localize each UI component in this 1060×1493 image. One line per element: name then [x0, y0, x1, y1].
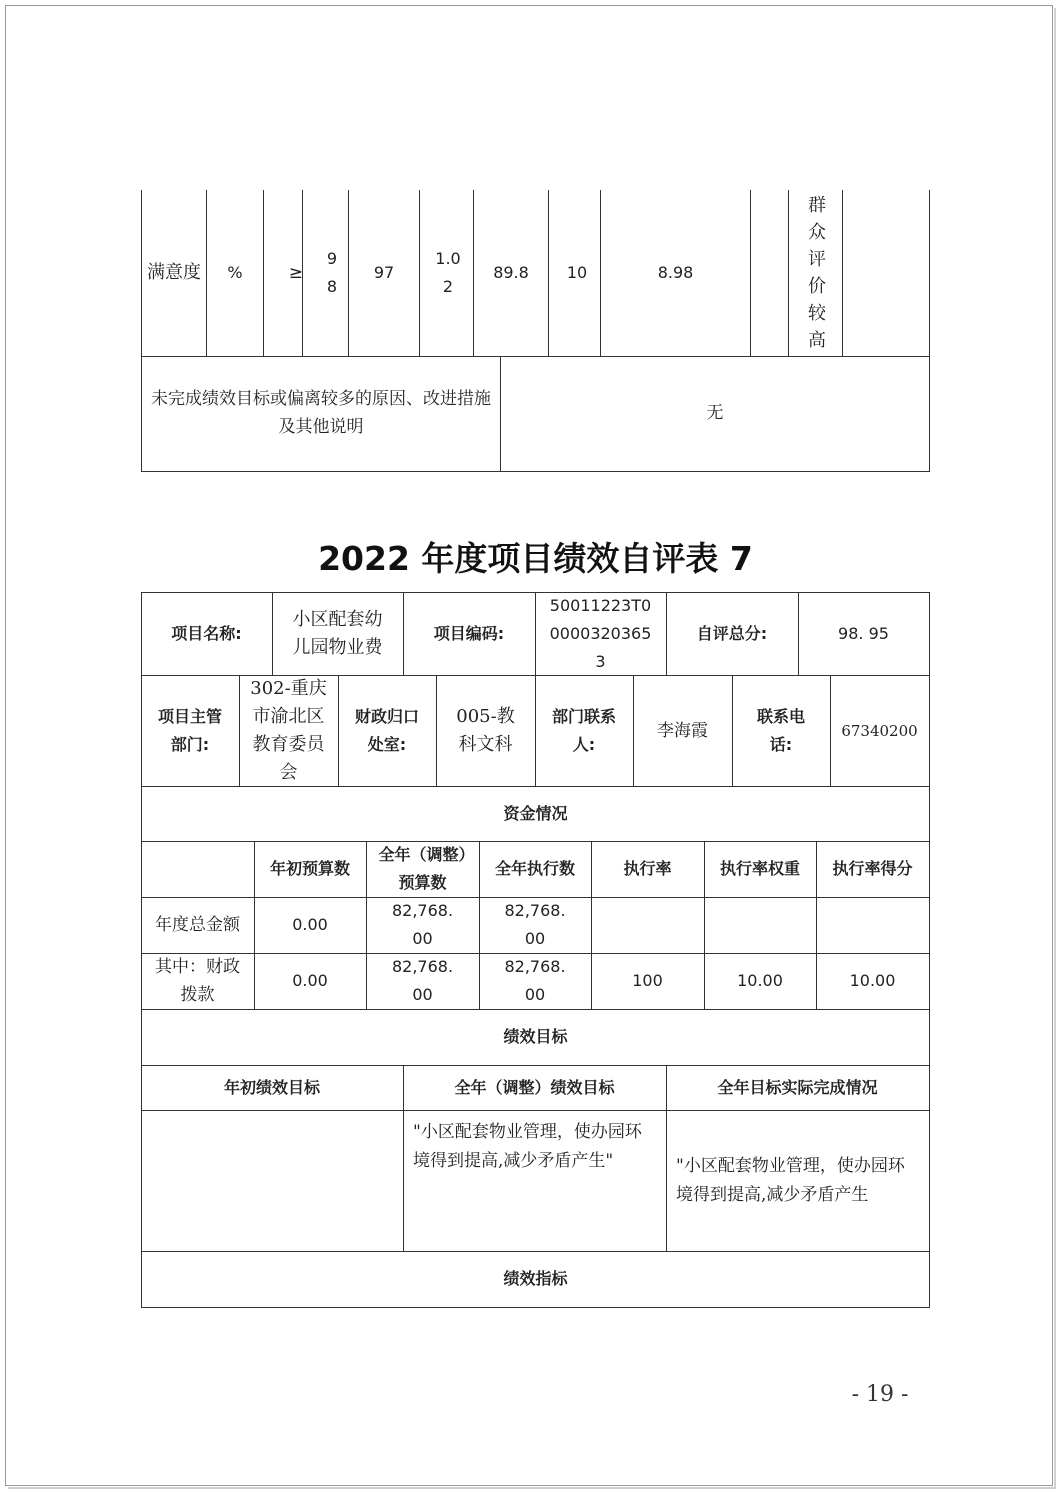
goals-header-initial: 年初绩效目标 [223, 1077, 320, 1097]
funds-header: 年初预算数 [269, 859, 350, 878]
goals-actual: "小区配套物业管理，使办园环境得到提高,减少矛盾产生 [676, 1155, 905, 1205]
row-actual: 97 [373, 263, 395, 282]
funds-header: 执行率权重 [719, 859, 800, 878]
project-name: 小区配套幼儿园物业费 [292, 608, 383, 658]
funds-row-label: 其中：财政拨款 [155, 957, 240, 1005]
funds-cell: 82,768.00 [504, 957, 566, 1004]
finance: 005-教科文科 [456, 705, 515, 755]
goals-section-title: 绩效目标 [503, 1027, 568, 1046]
project-code-label: 项目编码: [433, 623, 505, 643]
funds-cell: 10.00 [737, 971, 783, 990]
goals-header-actual: 全年目标实际完成情况 [717, 1077, 878, 1097]
self-score: 98. 95 [838, 623, 889, 643]
self-score-label: 自评总分: [696, 623, 768, 643]
phone: 67340200 [841, 721, 918, 740]
row-score: 8.98 [657, 263, 694, 282]
row-weight: 10 [566, 263, 588, 282]
funds-cell [704, 897, 816, 953]
row-operator: ≥ [288, 263, 303, 283]
page-number: - 19 - [851, 1382, 909, 1407]
funds-cell: 82,768.00 [391, 957, 454, 1004]
row-remark: 群众评价较高 [808, 195, 826, 351]
contact: 李海霞 [657, 720, 708, 741]
goals-initial [141, 1110, 403, 1251]
funds-cell: 100 [632, 971, 663, 990]
funds-header: 全年（调整）预算数 [378, 845, 467, 892]
goals-adjusted: "小区配套物业管理，使办园环境得到提高,减少矛盾产生" [413, 1122, 642, 1171]
funds-cell: 0.00 [292, 915, 328, 934]
funds-header: 执行率得分 [832, 859, 913, 878]
row-unit: % [227, 263, 243, 282]
funds-cell: 10.00 [849, 971, 896, 990]
row-ratio: 1.02 [435, 249, 461, 296]
dept: 302-重庆市渝北区教育委员会 [250, 677, 327, 783]
funds-row-label: 年度总金额 [155, 915, 240, 935]
project-name-label: 项目名称: [171, 623, 242, 643]
contact-label: 部门联系人: [551, 706, 616, 754]
funds-cell [591, 897, 704, 953]
funds-header: 全年执行数 [494, 859, 575, 878]
row-score-base: 89.8 [493, 263, 529, 282]
project-code: 50011223T000003203653 [549, 595, 652, 671]
row-target: 98 [326, 249, 338, 296]
indicators-section-title: 绩效指标 [503, 1269, 568, 1288]
phone-label: 联系电话: [756, 706, 805, 754]
funds-header: 执行率 [623, 859, 672, 878]
funds-cell: 0.00 [292, 971, 328, 990]
finance-label: 财政归口处室: [354, 706, 419, 754]
funds-section-title: 资金情况 [503, 803, 568, 823]
funds-cell: 82,768.00 [504, 901, 566, 948]
reason-value: 无 [706, 403, 724, 423]
row-name: 满意度 [147, 262, 201, 283]
page-title: 2022 年度项目绩效自评表 7 [318, 539, 753, 578]
funds-cell: 82,768.00 [391, 901, 454, 948]
funds-cell [816, 897, 929, 953]
reason-label: 未完成绩效目标或偏离较多的原因、改进措施及其他说明 [151, 389, 491, 437]
goals-header-adjusted: 全年（调整）绩效目标 [454, 1077, 615, 1097]
dept-label: 项目主管部门: [157, 706, 222, 754]
